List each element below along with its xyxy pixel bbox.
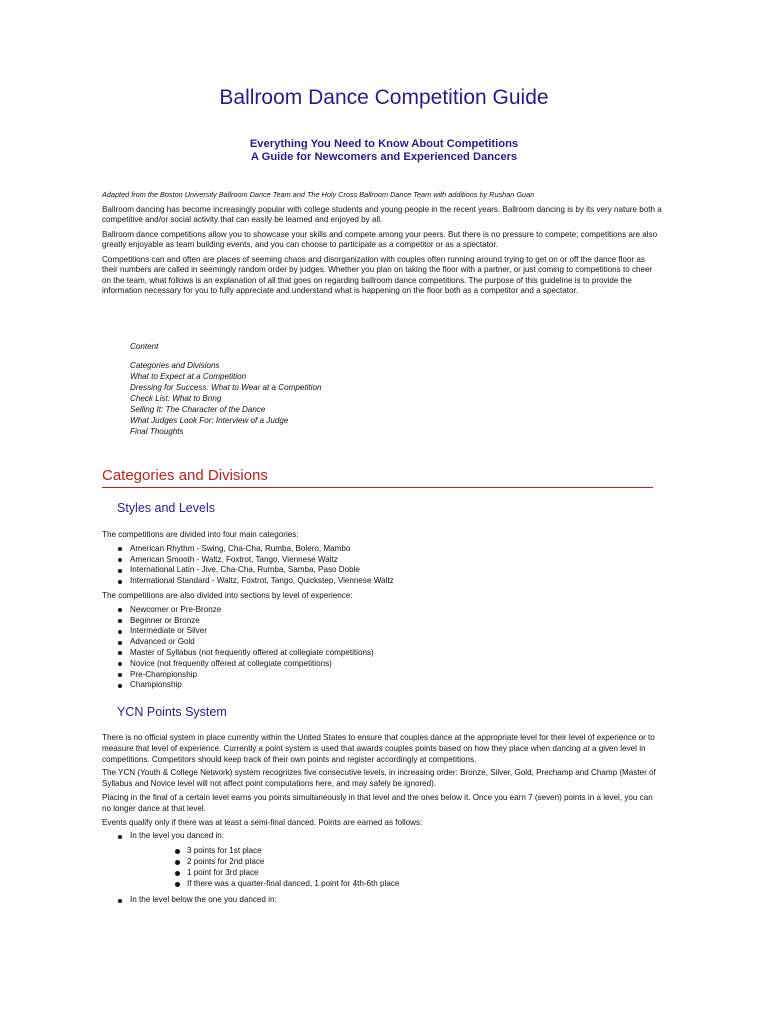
ycn-section [102,733,662,910]
toc-heading: Content [130,342,159,351]
credit-line: Adapted from the Boston University Ballroom Dance Team and The Holy Cross Ballroom Dance Team with additions by Rushan Guan [102,190,535,199]
points-list [102,831,662,906]
toc-link-final-thoughts[interactable]: Final Thoughts [130,427,184,436]
list-item: Master of Syllabus (not frequently offered at collegiate competitions) [118,648,662,659]
level-list [102,605,662,691]
ycn-paragraph-2: The YCN (Youth & College Network) system recognizes five consecutive levels, in increasing order: Bronze, Silver, Gold, Prechamp and Champ (Master of Syllabus and Novice level will not affect point computations here, and may safely be ignored). [102,768,656,789]
category-list [102,544,662,587]
subsection-heading-styles: Styles and Levels [117,501,215,515]
toc-link-judges[interactable]: What Judges Look For: Interview of a Judge [130,416,289,425]
list-item: American Smooth - Waltz, Foxtrot, Tango, Viennese Waltz [118,555,662,566]
list-item [118,831,662,889]
list-item: International Standard - Waltz, Foxtrot, Tango, Quickstep, Viennese Waltz [118,576,662,587]
toc-link-dressing[interactable]: Dressing for Success: What to Wear at a Competition [130,383,322,392]
intro-paragraph-1: Ballroom dancing has become increasingly popular with college students and young people in the recent years. Ballroom dancing is by its very nature both a competitive and/or social activity that can easily be learned and enjoyed by all. [102,204,662,224]
subtitle-line-2: A Guide for Newcomers and Experienced Dancers [250,151,518,163]
levels-intro: The competitions are also divided into sections by level of experience: [102,590,353,600]
subtitle [0,138,768,164]
list-item: Advanced or Gold [118,637,662,648]
page-title: Ballroom Dance Competition Guide [219,86,549,109]
ycn-paragraph-3: Placing in the final of a certain level earns you points simultaneously in that level and the ones below it. Once you earn 7 (seven) points in a level, you can no longer dance at that level. [102,792,653,813]
subsection-heading-ycn: YCN Points System [117,705,227,719]
categories-intro: The competitions are divided into four main categories: [102,530,299,539]
list-item: Novice (not frequently offered at collegiate competitions) [118,659,662,670]
list-item: Championship [118,680,662,691]
subtitle-line-1: Everything You Need to Know About Competitions [249,138,519,150]
toc-link-selling-it[interactable]: Selling It: The Character of the Dance [130,405,266,414]
list-item: International Latin - Jive, Cha-Cha, Rumba, Samba, Paso Doble [118,565,662,576]
intro-paragraph-3: Competitions can and often are places of seeming chaos and disorganization with couples often running around trying to get on or off the dance floor as their numbers are called in seemingly random order by judges. Whether you plan on taking the floor with a partner, or just coming to competitions to cheer on the team, what follows is an explanation of all that goes on regarding ballroom dance competitions. The purpose of this guideline is to provide the information necessary for you to fully appreciate and understand what is happening on the floor both as a competitor and a spectator. [102,254,653,295]
list-item: 2 points for 2nd place [175,857,662,868]
list-item: Newcomer or Pre-Bronze [118,605,662,616]
list-item: 3 points for 1st place [175,846,662,857]
list-item: Pre-Championship [118,670,662,681]
ycn-paragraph-1: There is no official system in place currently within the United States to ensure that couples dance at the appropriate level for their level of experience or to measure that level of experience. Currently a point system is used that awards couples points based on how they place when dancing at a given level in competitions. Competitors should keep track of their own points and register accordingly at competitions. [102,733,655,764]
intro-paragraph-2: Ballroom dance competitions allow you to showcase your skills and compete among your peers. But there is no pressure to compete; competitions are also greatly enjoyable as team building events, and you can choose to participate as a competitor or as a spectator. [102,229,658,249]
list-item: In the level below the one you danced in: [118,895,662,906]
styles-section [102,530,662,695]
list-item: Intermediate or Silver [118,626,662,637]
intro-section [102,190,662,301]
ycn-paragraph-4: Events qualify only if there was at least a semi-final danced. Points are earned as follows: [102,817,423,827]
points-sublist [130,846,662,889]
list-item: 1 point for 3rd place [175,868,662,879]
list-item: American Rhythm - Swing, Cha-Cha, Rumba, Bolero, Mambo [118,544,662,555]
level-danced-label: In the level you danced in: [130,831,225,841]
list-item: Beginner or Bronze [118,616,662,627]
section-heading-categories: Categories and Divisions [102,467,653,488]
toc-link-what-to-expect[interactable]: What to Expect at a Competition [130,372,247,381]
list-item: If there was a quarter-final danced, 1 point for 4th-6th place [175,879,662,890]
toc-link-categories[interactable]: Categories and Divisions [130,361,220,370]
table-of-contents [130,341,321,437]
toc-link-check-list[interactable]: Check List: What to Bring [130,394,222,403]
